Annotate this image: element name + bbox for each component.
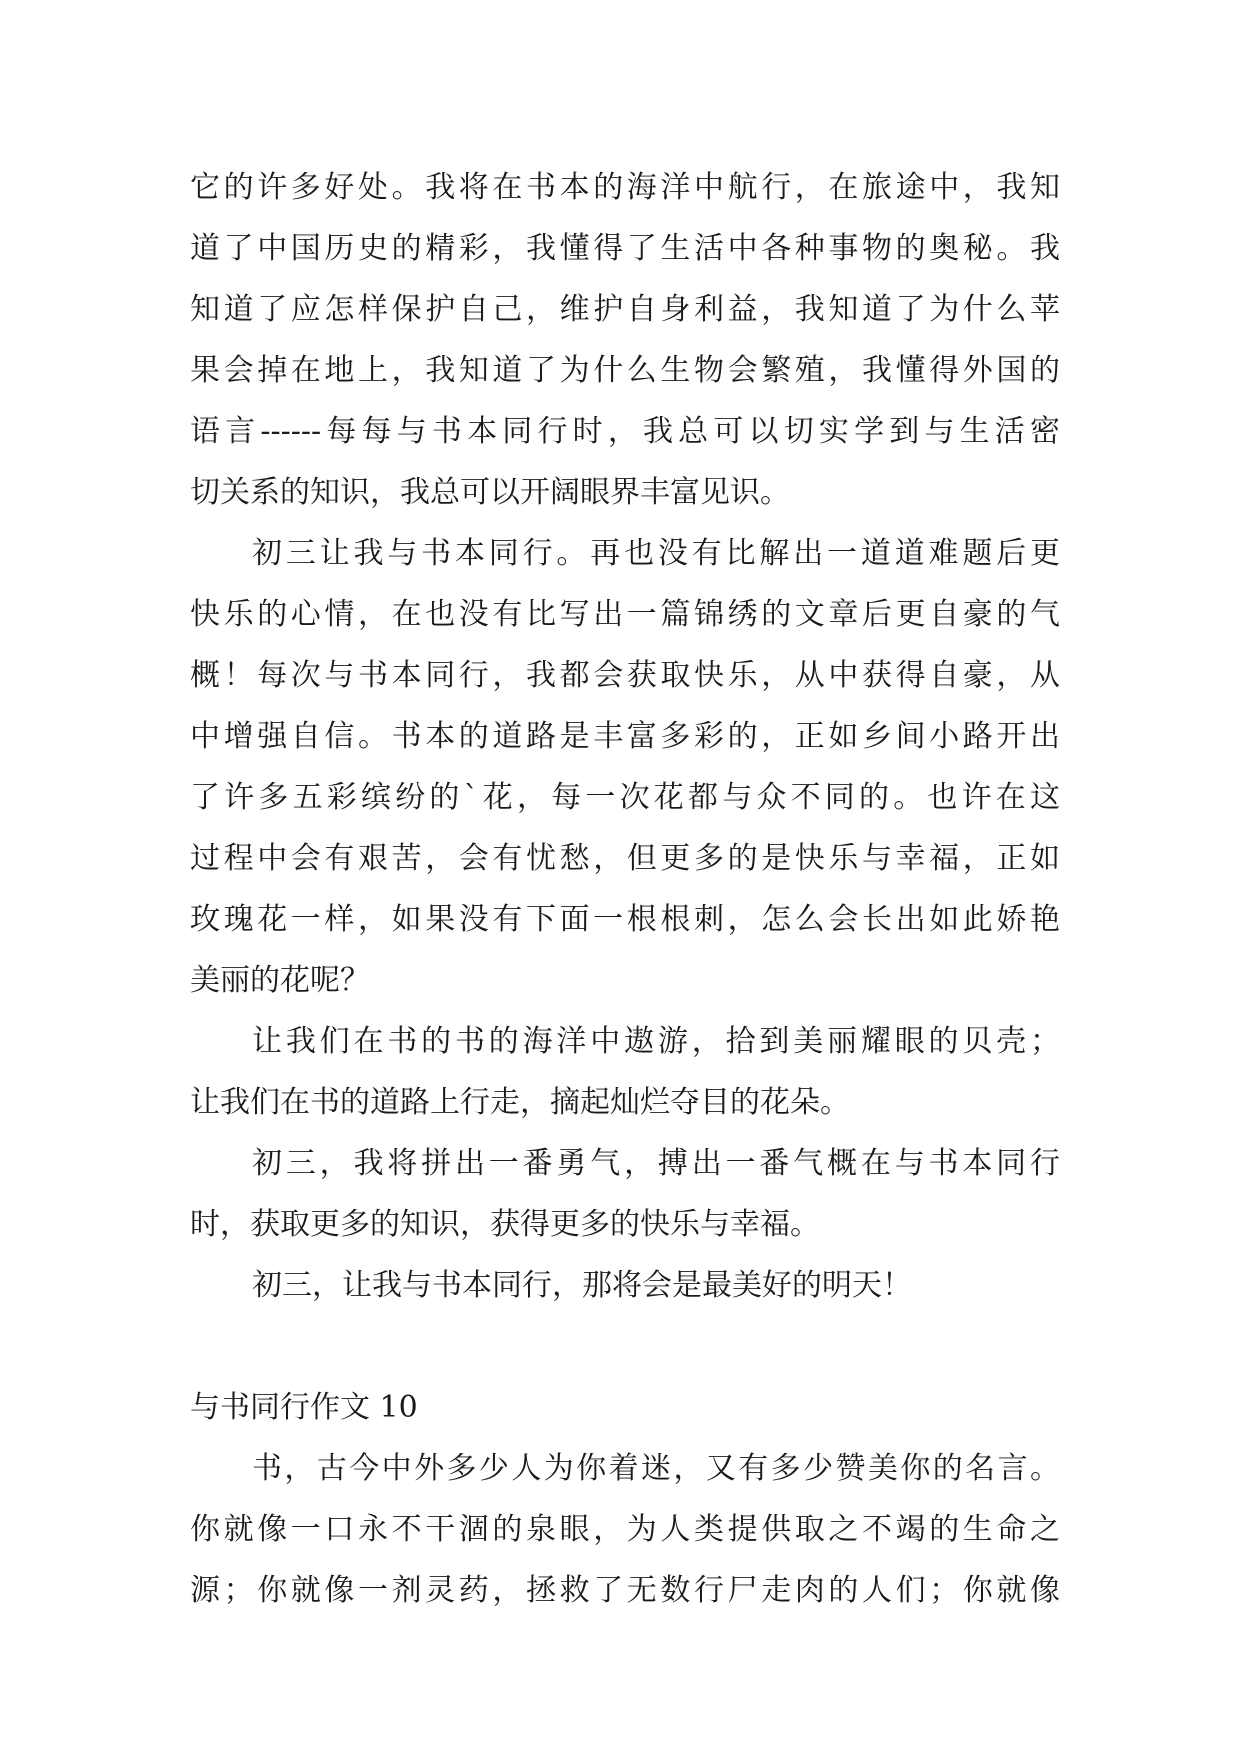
text-line: 切关系的知识，我总可以开阔眼界丰富见识。 [190,475,790,510]
paragraph [190,523,1060,1011]
text-line: 了许多五彩缤纷的`花，每一次花都与众不同的。也许在这 [190,780,1060,815]
text-line: 知道了应怎样保护自己，维护自身利益，我知道了为什么苹 [190,292,1060,327]
text-line: 让我们在书的道路上行走，摘起灿烂夺目的花朵。 [190,1085,850,1120]
text-line: 道了中国历史的精彩，我懂得了生活中各种事物的奥秘。我 [190,231,1060,266]
text-line: 源；你就像一剂灵药，拯救了无数行尸走肉的人们；你就像 [190,1573,1060,1608]
paragraph [190,1255,1060,1316]
paragraph [190,1133,1060,1255]
text-line: 它的许多好处。我将在书本的海洋中航行，在旅途中，我知 [190,170,1060,205]
paragraph [190,1438,1060,1621]
section-heading: 与书同行作文 10 [190,1390,418,1425]
text-line: 书，古今中外多少人为你着迷，又有多少赞美你的名言。 [252,1451,1060,1486]
text-line: 初三，我将拼出一番勇气，搏出一番气概在与书本同行 [252,1146,1060,1181]
text-line: 你就像一口永不干涸的泉眼，为人类提供取之不竭的生命之 [190,1512,1060,1547]
text-line: 美丽的花呢？ [190,963,370,998]
text-line: 果会掉在地上，我知道了为什么生物会繁殖，我懂得外国的 [190,353,1060,388]
text-line: 快乐的心情，在也没有比写出一篇锦绣的文章后更自豪的气 [190,597,1060,632]
text-line: 中增强自信。书本的道路是丰富多彩的，正如乡间小路开出 [190,719,1060,754]
text-line: 语言------每每与书本同行时，我总可以切实学到与生活密 [190,414,1060,449]
paragraph [190,1011,1060,1133]
document-body [190,157,1060,1621]
text-line: 概！每次与书本同行，我都会获取快乐，从中获得自豪，从 [190,658,1060,693]
text-line: 初三，让我与书本同行，那将会是最美好的明天！ [252,1268,912,1303]
text-line: 初三让我与书本同行。再也没有比解出一道道难题后更 [252,536,1060,571]
paragraph [190,157,1060,523]
text-line: 时，获取更多的知识，获得更多的快乐与幸福。 [190,1207,820,1242]
text-line: 玫瑰花一样，如果没有下面一根根刺，怎么会长出如此娇艳 [190,902,1060,937]
text-line: 过程中会有艰苦，会有忧愁，但更多的是快乐与幸福，正如 [190,841,1060,876]
text-line: 让我们在书的书的海洋中遨游，拾到美丽耀眼的贝壳； [252,1024,1060,1059]
